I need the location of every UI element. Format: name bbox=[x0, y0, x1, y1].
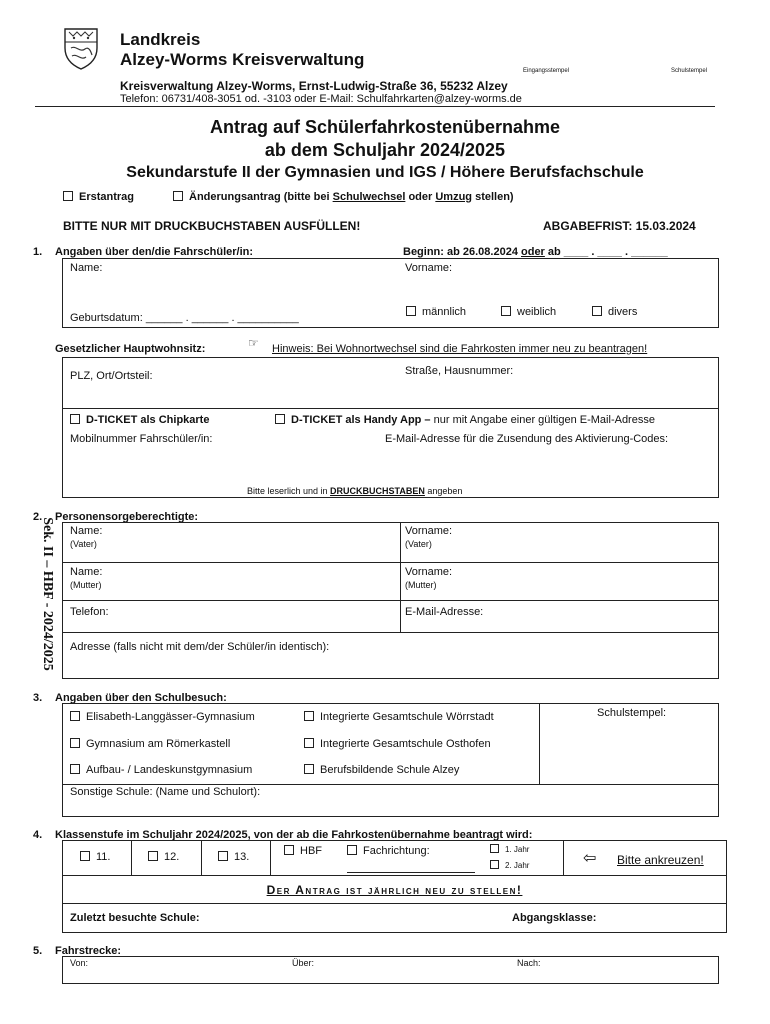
divider bbox=[62, 903, 727, 904]
school-option-lkg[interactable]: Aufbau- / Landeskunstgymnasium bbox=[70, 764, 252, 776]
divider bbox=[62, 875, 727, 876]
mother-tag-2: (Mutter) bbox=[405, 580, 437, 590]
checkbox[interactable] bbox=[304, 738, 314, 748]
checkbox[interactable] bbox=[63, 191, 73, 201]
checkbox[interactable] bbox=[284, 845, 294, 855]
form-subtitle: ab dem Schuljahr 2024/2025 bbox=[264, 140, 506, 160]
legibility-note: Bitte leserlich und in DRUCKBUCHSTABEN angeben bbox=[247, 486, 463, 496]
left-arrow-icon: ⇦ bbox=[583, 850, 597, 867]
firstname-label: Vorname: bbox=[405, 262, 453, 274]
checkbox[interactable] bbox=[347, 845, 357, 855]
form-title: Antrag auf Schülerfahrkostenübernahme bbox=[209, 117, 561, 137]
divider bbox=[62, 408, 719, 409]
grade-11-option[interactable]: 11. bbox=[80, 851, 110, 863]
father-tag: (Vater) bbox=[70, 539, 97, 549]
school-stamp-label: Schulstempel bbox=[671, 68, 708, 74]
first-application-option[interactable]: Erstantrag bbox=[63, 191, 134, 203]
checkbox[interactable] bbox=[304, 764, 314, 774]
subject-option[interactable]: Fachrichtung: bbox=[347, 845, 430, 857]
year-1-option[interactable]: 1. Jahr bbox=[490, 844, 529, 854]
father-name-label: Name: bbox=[70, 525, 103, 537]
name-label: Name: bbox=[70, 262, 103, 274]
female-option[interactable]: weiblich bbox=[501, 306, 556, 318]
checkbox[interactable] bbox=[148, 851, 158, 861]
activation-email-label: E-Mail-Adresse für die Zusendung des Aktivierung-Codes: bbox=[385, 433, 669, 445]
deadline: ABGABEFRIST: 15.03.2024 bbox=[543, 219, 696, 233]
section-1-number: 1. bbox=[33, 246, 43, 258]
divider bbox=[62, 632, 719, 633]
last-school-label: Zuletzt besuchte Schule: bbox=[70, 912, 200, 924]
checkbox[interactable] bbox=[80, 851, 90, 861]
father-tag-2: (Vater) bbox=[405, 539, 432, 549]
office-address: Kreisverwaltung Alzey-Worms, Ernst-Ludwig-Straße 36, 55232 Alzey bbox=[120, 79, 508, 93]
checkbox[interactable] bbox=[275, 414, 285, 424]
other-school-label: Sonstige Schule: (Name und Schulort): bbox=[70, 786, 261, 798]
male-option[interactable]: männlich bbox=[406, 306, 466, 318]
divider bbox=[131, 840, 132, 875]
dticket-chip-option[interactable]: D-TICKET als Chipkarte bbox=[70, 414, 209, 426]
checkbox[interactable] bbox=[218, 851, 228, 861]
route-box bbox=[62, 956, 719, 984]
divider bbox=[201, 840, 202, 875]
year-2-option[interactable]: 2. Jahr bbox=[490, 860, 529, 870]
org-name-2: Alzey-Worms Kreisverwaltung bbox=[120, 50, 365, 69]
checkbox[interactable] bbox=[490, 860, 499, 869]
residence-box bbox=[62, 357, 719, 498]
section-3-number: 3. bbox=[33, 692, 43, 704]
section-3-title: Angaben über den Schulbesuch: bbox=[55, 692, 227, 704]
divider bbox=[270, 840, 271, 875]
section-2-title: Personensorgeberechtigte: bbox=[55, 511, 199, 523]
school-option-bbs[interactable]: Berufsbildende Schule Alzey bbox=[304, 764, 459, 776]
section-4-title: Klassenstufe im Schuljahr 2024/2025, von der ab die Fahrkostenübernahme beantragt wird: bbox=[55, 829, 533, 841]
father-firstname-label: Vorname: bbox=[405, 525, 453, 537]
checkbox[interactable] bbox=[406, 306, 416, 316]
checkbox[interactable] bbox=[501, 306, 511, 316]
mother-name-label: Name: bbox=[70, 566, 103, 578]
divider bbox=[539, 703, 540, 785]
divider bbox=[62, 600, 719, 601]
checkbox[interactable] bbox=[592, 306, 602, 316]
school-stamp-field: Schulstempel: bbox=[597, 707, 667, 719]
header-rule bbox=[35, 106, 715, 107]
school-option-elg[interactable]: Elisabeth-Langgässer-Gymnasium bbox=[70, 711, 255, 723]
divider bbox=[62, 784, 719, 785]
section-5-number: 5. bbox=[33, 945, 43, 957]
hbf-option[interactable]: HBF bbox=[284, 845, 322, 857]
checkbox[interactable] bbox=[173, 191, 183, 201]
checkbox[interactable] bbox=[490, 844, 499, 853]
street-label: Straße, Hausnummer: bbox=[405, 365, 514, 377]
section-2-number: 2. bbox=[33, 511, 43, 523]
section-1-title: Angaben über den/die Fahrschüler/in: bbox=[55, 246, 254, 258]
change-application-option[interactable]: Änderungsantrag (bitte bei Schulwechsel oder Umzug stellen) bbox=[173, 191, 514, 203]
zip-city-label: PLZ, Ort/Ortsteil: bbox=[70, 370, 153, 382]
school-option-igs-w[interactable]: Integrierte Gesamtschule Wörrstadt bbox=[304, 711, 494, 723]
checkbox[interactable] bbox=[70, 414, 80, 424]
diverse-option[interactable]: divers bbox=[592, 306, 637, 318]
from-label: Von: bbox=[70, 958, 89, 968]
school-option-igs-o[interactable]: Integrierte Gesamtschule Osthofen bbox=[304, 738, 491, 750]
org-name-1: Landkreis bbox=[120, 30, 201, 49]
grade-13-option[interactable]: 13. bbox=[218, 851, 249, 863]
mother-tag: (Mutter) bbox=[70, 580, 102, 590]
school-option-rk[interactable]: Gymnasium am Römerkastell bbox=[70, 738, 230, 750]
residence-label: Gesetzlicher Hauptwohnsitz: bbox=[55, 343, 206, 355]
office-contact: Telefon: 06731/408-3051 od. -3103 oder E-Mail: Schulfahrkarten@alzey-worms.de bbox=[120, 93, 522, 105]
email-label: E-Mail-Adresse: bbox=[405, 606, 484, 618]
leaving-grade-label: Abgangsklasse: bbox=[512, 912, 597, 924]
incoming-stamp-label: Eingangsstempel bbox=[523, 68, 570, 74]
divider bbox=[563, 840, 564, 875]
residence-hint: Hinweis: Bei Wohnortwechsel sind die Fahrkosten immer neu zu beantragen! bbox=[272, 343, 648, 355]
section-5-title: Fahrstrecke: bbox=[55, 945, 122, 957]
start-date[interactable]: Beginn: ab 26.08.2024 oder ab ____ . ____ . ______ bbox=[403, 246, 668, 258]
form-scope: Sekundarstufe II der Gymnasien und IGS / Höhere Berufsfachschule bbox=[126, 164, 644, 181]
dticket-app-option[interactable]: D-TICKET als Handy App – nur mit Angabe einer gültigen E-Mail-Adresse bbox=[275, 414, 655, 426]
tick-hint: Bitte ankreuzen! bbox=[617, 853, 704, 867]
divider bbox=[400, 522, 401, 632]
coat-of-arms-icon bbox=[62, 26, 100, 70]
via-label: Über: bbox=[292, 958, 315, 968]
checkbox[interactable] bbox=[70, 764, 80, 774]
mobile-label: Mobilnummer Fahrschüler/in: bbox=[70, 433, 213, 445]
phone-label: Telefon: bbox=[70, 606, 109, 618]
checkbox[interactable] bbox=[70, 738, 80, 748]
print-notice: BITTE NUR MIT DRUCKBUCHSTABEN AUSFÜLLEN! bbox=[63, 219, 361, 233]
section-4-number: 4. bbox=[33, 829, 43, 841]
mother-firstname-label: Vorname: bbox=[405, 566, 453, 578]
subject-line[interactable] bbox=[347, 872, 475, 873]
grade-12-option[interactable]: 12. bbox=[148, 851, 179, 863]
side-label: Sek. II – HBF - 2024/2025 bbox=[40, 517, 55, 671]
pointing-hand-icon: ☞ bbox=[248, 336, 259, 350]
divider bbox=[62, 562, 719, 563]
checkbox[interactable] bbox=[70, 711, 80, 721]
checkbox[interactable] bbox=[304, 711, 314, 721]
birthdate-field[interactable]: Geburtsdatum: ______ . ______ . __________ bbox=[70, 312, 299, 324]
address-label: Adresse (falls nicht mit dem/der Schüler/in identisch): bbox=[70, 641, 330, 653]
yearly-notice: Der Antrag ist jährlich neu zu stellen! bbox=[266, 883, 523, 897]
to-label: Nach: bbox=[517, 958, 541, 968]
